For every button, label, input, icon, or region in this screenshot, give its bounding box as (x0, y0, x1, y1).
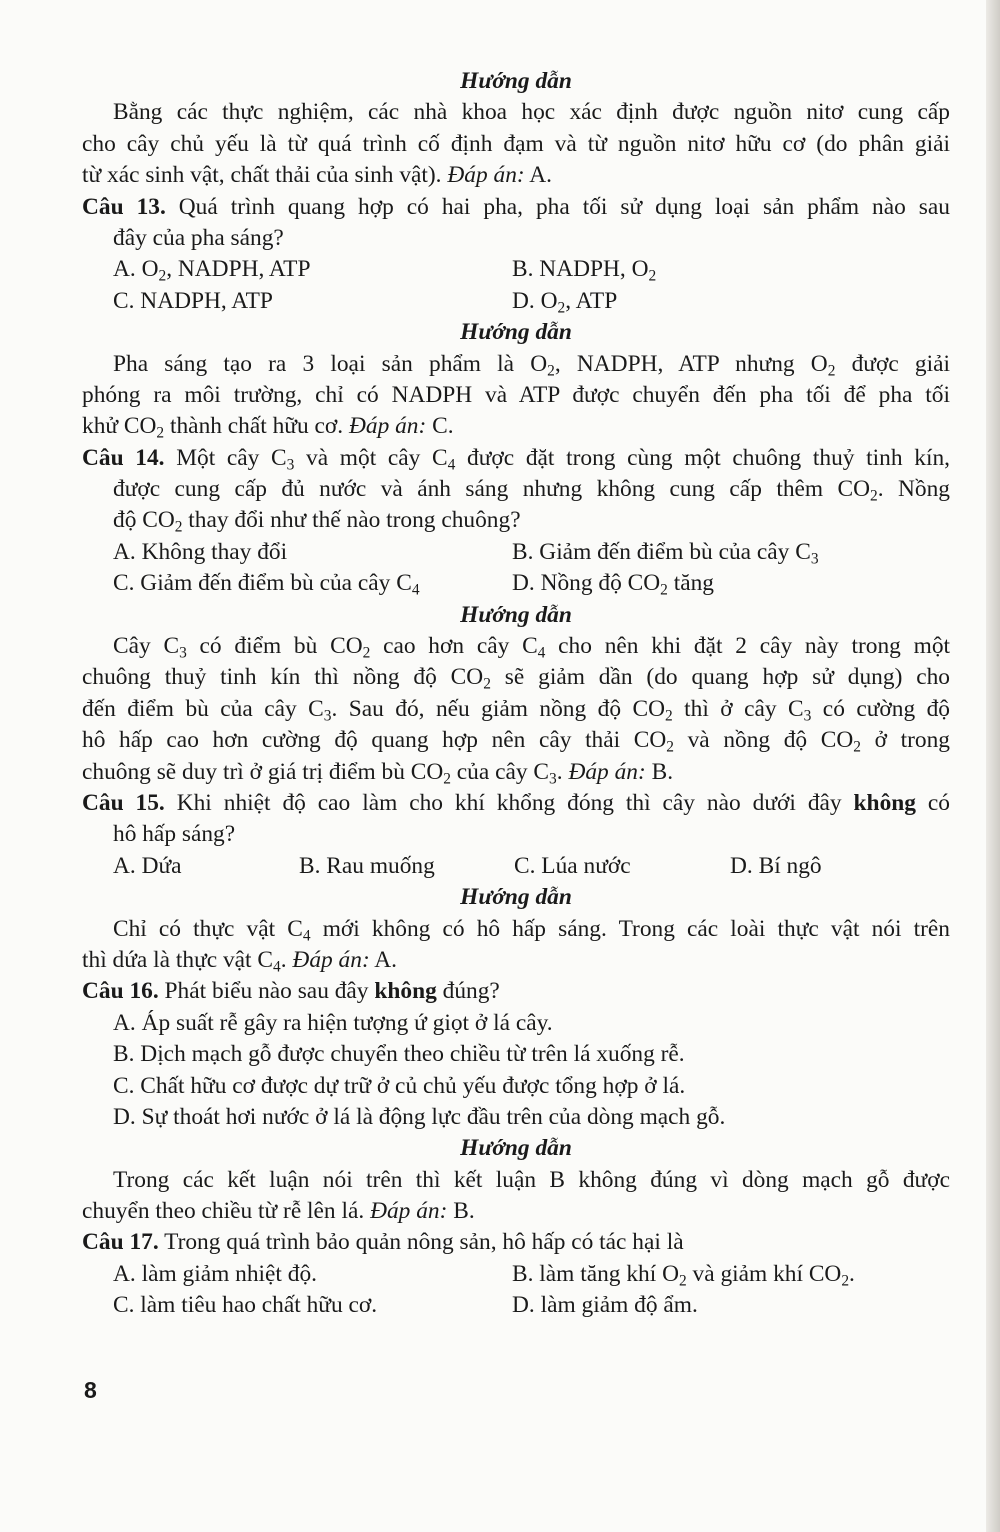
answer-line: Chỉ có thực vật $C_4$ mới không có hô hấp sáng. Trong các loài thực vật nói trên (113, 915, 950, 944)
question-line: đây của pha sáng? (113, 224, 284, 251)
question (82, 976, 950, 1007)
answer-line: Pha sáng tạo ra 3 loại sản phẩm là $O_2$, NADPH, ATP nhưng $O_2$ được giải (113, 350, 950, 379)
option: B. NADPH, $O_2$ (512, 256, 657, 285)
option: D. Bí ngô (730, 852, 822, 879)
question-line: Câu 16. Phát biểu nào sau đây không đúng? (82, 978, 500, 1005)
option: D. Nồng độ $CO_2$ tăng (512, 570, 714, 599)
guide-heading: Hướng dẫn (460, 1135, 572, 1162)
question-line: Câu 13. Quá trình quang hợp có hai pha, pha tối sử dụng loại sản phẩm nào sau (82, 193, 950, 220)
question-line: được cung cấp đủ nước và ánh sáng nhưng không cung cấp thêm $CO_2$. Nồng (113, 476, 950, 505)
options-row (82, 1259, 950, 1290)
answer-line: từ xác sinh vật, chất thải của sinh vật). Đáp án: A. (82, 162, 552, 189)
option: D. $O_2$, ATP (512, 287, 618, 317)
guide-answer (82, 97, 950, 191)
answer-line: chuyển theo chiều từ rễ lên lá. Đáp án: B. (82, 1198, 475, 1225)
question (82, 443, 950, 537)
answer-line: khử $CO_2$ thành chất hữu cơ. Đáp án: C. (82, 413, 454, 442)
page-edge-shadow (986, 0, 1000, 1532)
answer-options (82, 851, 950, 882)
option: A. $O_2$, NADPH, ATP (113, 256, 311, 285)
guide-heading: Hướng dẫn (460, 601, 572, 628)
option: A. Không thay đổi (113, 538, 288, 565)
options-row (82, 286, 950, 317)
option: A. Dứa (113, 852, 182, 879)
guide-heading: Hướng dẫn (460, 319, 572, 346)
question (82, 1227, 950, 1258)
question (82, 192, 950, 255)
question-line: hô hấp sáng? (113, 821, 236, 848)
guide-answer (82, 349, 950, 443)
answer-line: chuông sẽ duy trì ở giá trị điểm bù $CO_2$ của cây $C_3$. Đáp án: B. (82, 758, 674, 787)
options-row (82, 254, 950, 285)
option: C. Lúa nước (514, 852, 631, 879)
option: C. Giảm đến điểm bù của cây $C_4$ (113, 570, 420, 599)
guide-answer (82, 631, 950, 788)
question-number: Câu 14. (82, 444, 165, 471)
options-row (82, 537, 950, 568)
answer-line: chuông thuỷ tinh kín thì nồng độ $CO_2$ sẽ giảm dần (do quang hợp sử dụng) cho (82, 664, 950, 693)
question-number: Câu 17. (82, 1229, 159, 1256)
answer-options (82, 537, 950, 600)
options-row (82, 1290, 950, 1321)
answer-line: phóng ra môi trường, chỉ có NADPH và ATP được chuyển đến pha tối để pha tối (82, 381, 950, 408)
question-line: độ $CO_2$ thay đổi như thế nào trong chuông? (113, 507, 521, 536)
document-page (82, 66, 950, 1322)
option: D. làm giảm độ ẩm. (512, 1292, 698, 1319)
option: C. Chất hữu cơ được dự trữ ở củ chủ yếu được tổng hợp ở lá. (113, 1072, 686, 1099)
question-line: Câu 15. Khi nhiệt độ cao làm cho khí khổng đóng thì cây nào dưới đây không có (82, 789, 950, 816)
question-number: Câu 15. (82, 789, 165, 816)
answer-line: đến điểm bù của cây $C_3$. Sau đó, nếu giảm nồng độ $CO_2$ thì ở cây $C_3$ có cường độ (82, 695, 950, 725)
option: B. làm tăng khí $O_2$ và giảm khí $CO_2$. (512, 1260, 855, 1290)
answer-line: hô hấp cao hơn cường độ quang hợp nên cây thải $CO_2$ và nồng độ $CO_2$ ở trong (82, 727, 950, 756)
option: B. Dịch mạch gỗ được chuyển theo chiều từ trên lá xuống rễ. (113, 1041, 685, 1068)
question (82, 788, 950, 851)
guide-heading: Hướng dẫn (460, 68, 572, 94)
options-row (82, 851, 950, 882)
answer-line: thì dứa là thực vật $C_4$. Đáp án: A. (82, 946, 398, 976)
question-number: Câu 13. (82, 193, 166, 220)
guide-answer (82, 914, 950, 977)
page-number: 8 (84, 1377, 97, 1403)
option: D. Sự thoát hơi nước ở lá là động lực đầu trên của dòng mạch gỗ. (113, 1103, 726, 1130)
answer-line: Trong các kết luận nói trên thì kết luận B không đúng vì dòng mạch gỗ được (113, 1166, 950, 1193)
guide-answer (82, 1165, 950, 1228)
option: A. Áp suất rễ gây ra hiện tượng ứ giọt ở lá cây. (113, 1009, 553, 1036)
guide-heading: Hướng dẫn (460, 884, 572, 911)
question-line: Câu 17. Trong quá trình bảo quản nông sản, hô hấp có tác hại là (82, 1229, 684, 1256)
option: C. NADPH, ATP (113, 287, 273, 314)
answer-options (82, 1259, 950, 1322)
options-row (82, 568, 950, 599)
answer-line: Cây $C_3$ có điểm bù $CO_2$ cao hơn cây $C_4$ cho nên khi đặt 2 cây này trong một (113, 633, 951, 662)
question-number: Câu 16. (82, 978, 159, 1005)
option: B. Giảm đến điểm bù của cây $C_3$ (512, 538, 819, 568)
option: B. Rau muống (299, 852, 435, 879)
answer-options (82, 254, 950, 317)
answer-line: Bằng các thực nghiệm, các nhà khoa học xác định được nguồn nitơ cung cấp (113, 99, 950, 126)
answer-line: cho cây chủ yếu là từ quá trình cố định đạm và từ nguồn nitơ hữu cơ (do phân giải (82, 130, 950, 157)
option: C. làm tiêu hao chất hữu cơ. (113, 1292, 378, 1319)
question-line: Câu 14. Một cây $C_3$ và một cây $C_4$ được đặt trong cùng một chuông thuỷ tinh kín, (82, 444, 950, 473)
option: A. làm giảm nhiệt độ. (113, 1260, 317, 1287)
answer-options (82, 1008, 950, 1134)
